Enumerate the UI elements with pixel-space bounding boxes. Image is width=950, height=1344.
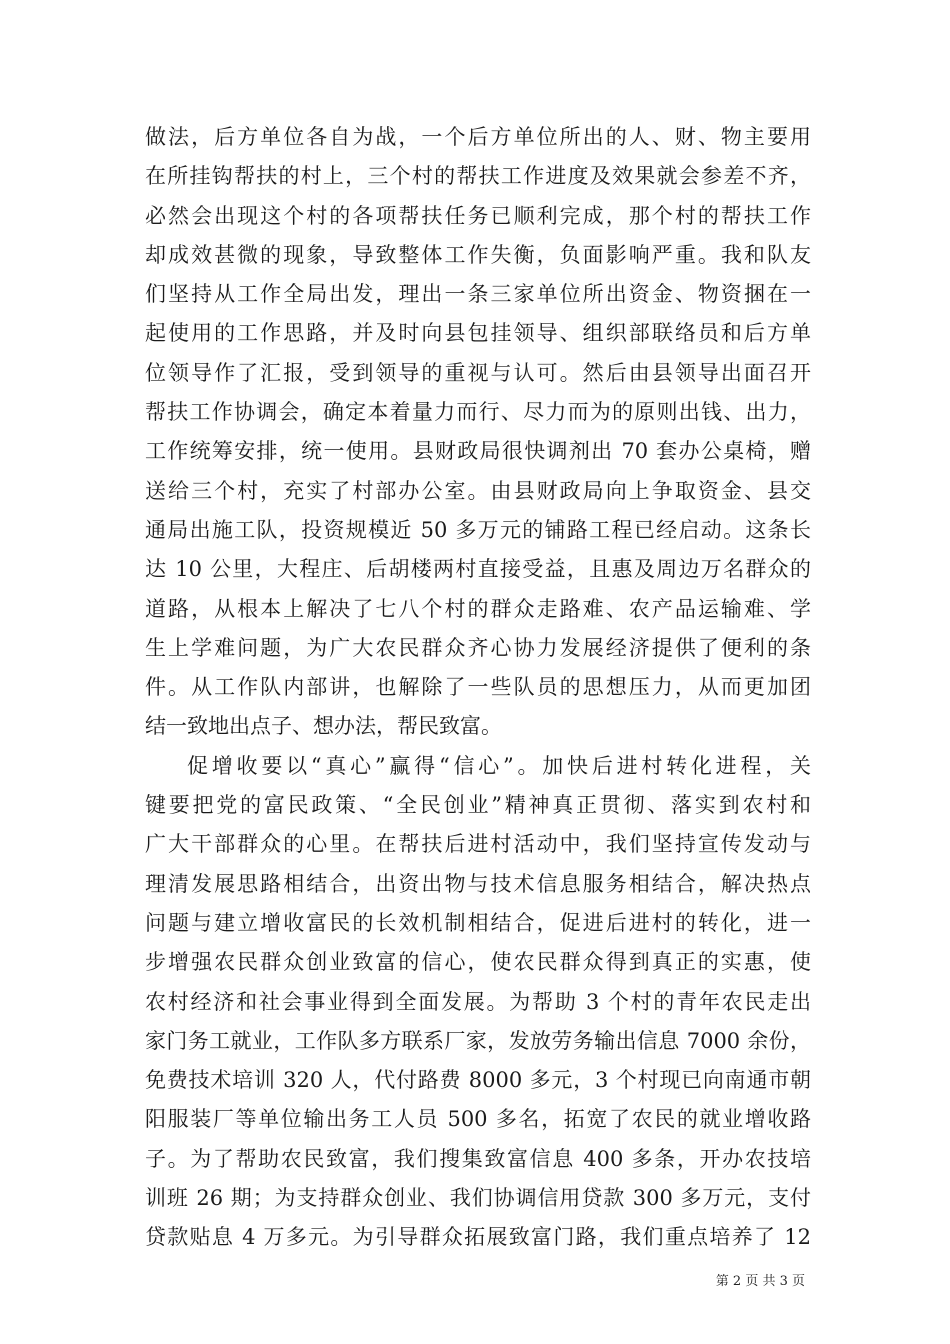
paragraph-2 [145, 747, 811, 1258]
text-line: 理清发展思路相结合，出资出物与技术信息服务相结合，解决热点 [145, 871, 811, 896]
text-line: 促增收要以“真心”赢得“信心”。加快后进村转化进程，关 [187, 753, 811, 778]
text-line: 家门务工就业，工作队多方联系厂家，发放劳务输出信息 7000 余份， [145, 1028, 811, 1053]
text-line: 送给三个村，充实了村部办公室。由县财政局向上争取资金、县交 [145, 478, 811, 503]
text-line: 农村经济和社会事业得到全面发展。为帮助 3 个村的青年农民走出 [145, 989, 811, 1014]
text-line: 做法，后方单位各自为战，一个后方单位所出的人、财、物主要用 [145, 125, 811, 149]
text-line: 结一致地出点子、想办法，帮民致富。 [145, 714, 502, 739]
text-line: 键要把党的富民政策、“全民创业”精神真正贯彻、落实到农村和 [145, 793, 811, 818]
text-line: 通局出施工队，投资规模近 50 多万元的铺路工程已经启动。这条长 [145, 517, 811, 542]
text-line: 却成效甚微的现象，导致整体工作失衡，负面影响严重。我和队友 [145, 242, 811, 267]
text-line: 阳服装厂等单位输出务工人员 500 多名，拓宽了农民的就业增收路 [145, 1107, 811, 1132]
text-line: 在所挂钩帮扶的村上，三个村的帮扶工作进度及效果就会参差不齐， [145, 164, 811, 189]
text-line: 道路，从根本上解决了七八个村的群众走路难、农产品运输难、学 [145, 596, 811, 621]
page-number: 第 2 页 共 3 页 [715, 1274, 805, 1289]
text-line: 生上学难问题，为广大农民群众齐心协力发展经济提供了便利的条 [145, 635, 811, 660]
text-line: 免费技术培训 320 人，代付路费 8000 多元，3 个村现已向南通市朝 [145, 1068, 811, 1093]
text-line: 们坚持从工作全局出发，理出一条三家单位所出资金、物资捆在一 [145, 282, 811, 307]
paragraph-1 [145, 118, 811, 747]
text-line: 贷款贴息 4 万多元。为引导群众拓展致富门路，我们重点培养了 12 [145, 1225, 811, 1250]
text-line: 工作统筹安排，统一使用。县财政局很快调剂出 70 套办公桌椅，赠 [145, 439, 811, 464]
text-line: 广大干部群众的心里。在帮扶后进村活动中，我们坚持宣传发动与 [145, 832, 811, 857]
text-line: 训班 26 期；为支持群众创业、我们协调信用贷款 300 多万元，支付 [145, 1186, 811, 1211]
text-line: 子。为了帮助农民致富，我们搜集致富信息 400 多条，开办农技培 [145, 1146, 811, 1171]
text-line: 帮扶工作协调会，确定本着量力而行、尽力而为的原则出钱、出力， [145, 400, 811, 425]
text-line: 必然会出现这个村的各项帮扶任务已顺利完成，那个村的帮扶工作 [145, 203, 811, 228]
text-line: 位领导作了汇报，受到领导的重视与认可。然后由县领导出面召开 [145, 360, 811, 385]
document-body [145, 118, 811, 1258]
text-line: 问题与建立增收富民的长效机制相结合，促进后进村的转化，进一 [145, 910, 811, 935]
text-line: 达 10 公里，大程庄、后胡楼两村直接受益，且惠及周边万名群众的 [145, 557, 811, 582]
text-line: 步增强农民群众创业致富的信心，使农民群众得到真正的实惠，使 [145, 950, 811, 975]
text-line: 起使用的工作思路，并及时向县包挂领导、组织部联络员和后方单 [145, 321, 811, 346]
text-line: 件。从工作队内部讲，也解除了一些队员的思想压力，从而更加团 [145, 675, 811, 700]
